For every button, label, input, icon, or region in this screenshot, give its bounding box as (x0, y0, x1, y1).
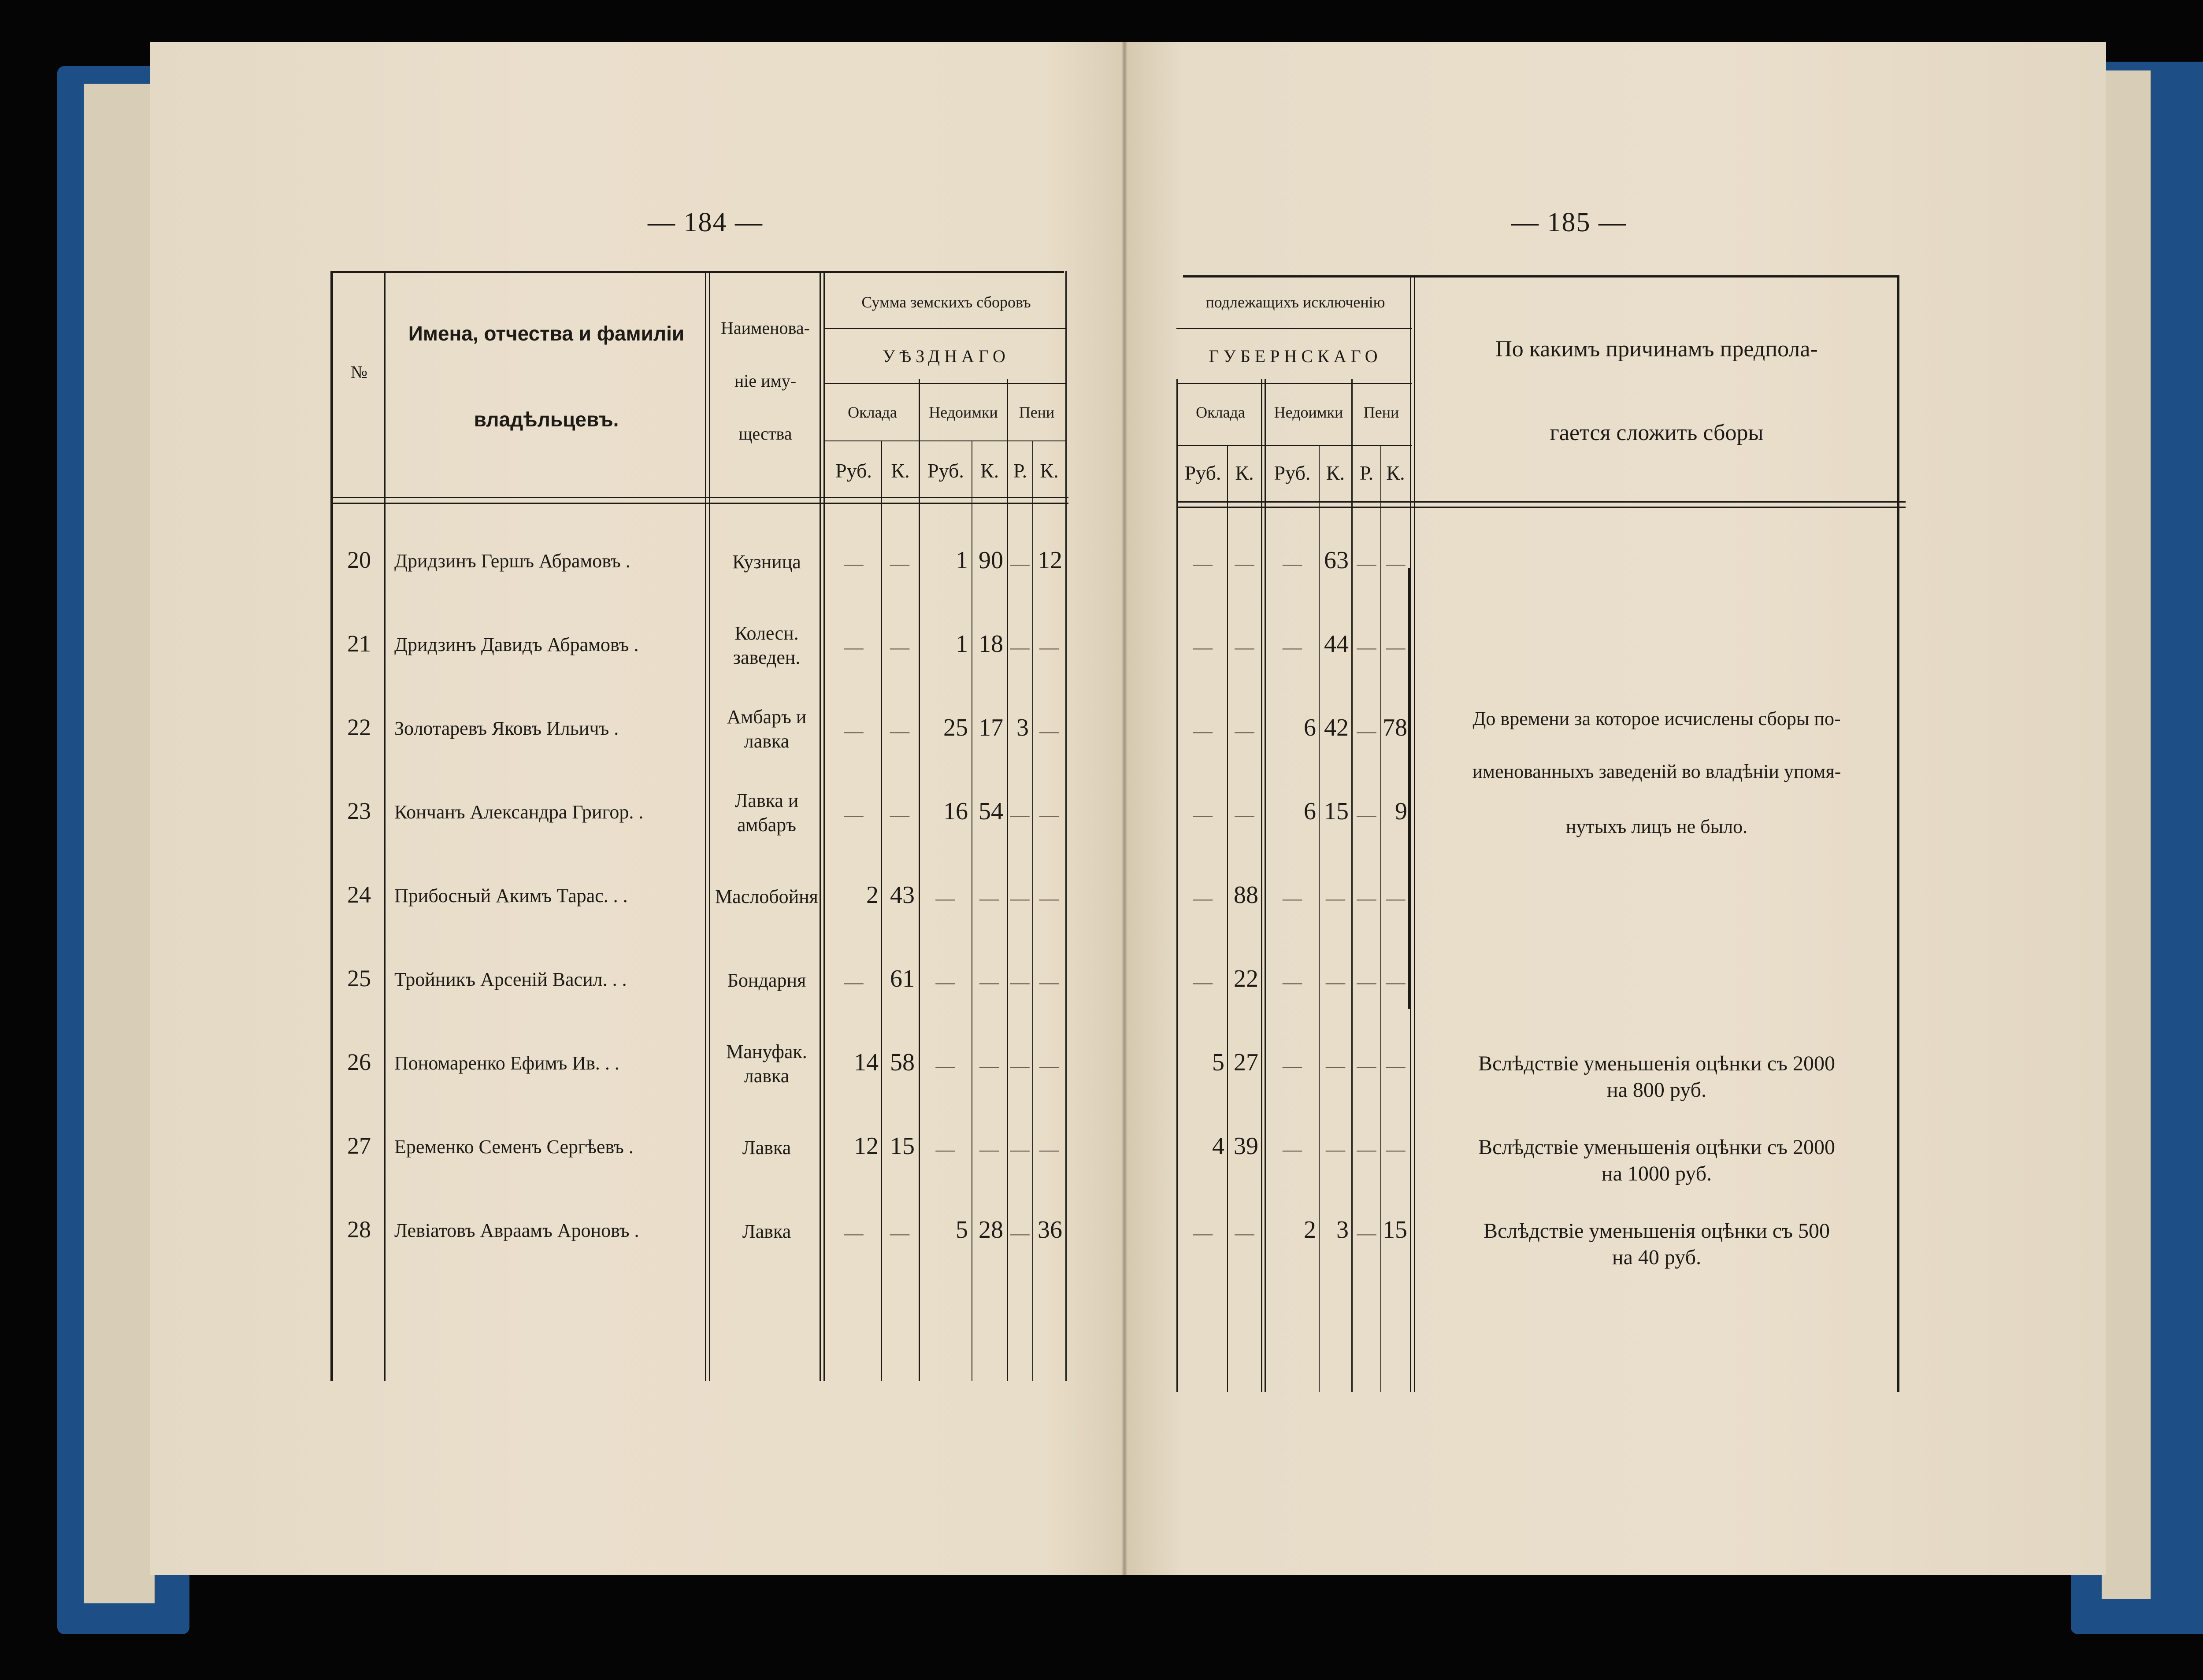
bracket-line (1408, 568, 1410, 1009)
header-gub: ГУБЕРНСКАГО (1209, 346, 1382, 366)
amount-cell-oklad-r: — (844, 1222, 864, 1244)
amount-cell-peni-k: — (1386, 1139, 1406, 1160)
amount-cell-ned-r: — (1283, 971, 1302, 993)
reason-26-line-1: Вслѣдствiе уменьшенiя оцѣнки съ 2000 (1478, 1052, 1835, 1075)
amount-cell-oklad-k: — (1235, 1222, 1254, 1244)
left-sub-rule (824, 440, 1066, 441)
owner-name: Левiатовъ Авраамъ Ароновъ . (394, 1220, 639, 1241)
header-names: Имена, отчества и фамилiи (408, 322, 685, 345)
amount-cell-oklad-k: 15 (890, 1132, 915, 1160)
amount-cell-ned-k: 63 (1324, 547, 1349, 574)
owner-name: Золотаревъ Яковъ Ильичъ . (394, 718, 619, 739)
owner-name: Тройникъ Арсенiй Васил. . . (394, 969, 627, 990)
right-col-peni-k (1380, 445, 1381, 1392)
amount-cell-peni-k: — (1039, 1055, 1059, 1077)
owner-name: Дридзинъ Давидъ Абрамовъ . (394, 634, 639, 655)
header-reason-2: гается сложить сборы (1550, 420, 1764, 445)
amount-cell-oklad-r: 14 (854, 1049, 879, 1076)
amount-cell-oklad-k: — (890, 1222, 909, 1244)
amount-cell-ned-r: — (1283, 1139, 1302, 1160)
amount-cell-ned-r: 1 (956, 547, 968, 574)
property-type: Мануфак. лавка (726, 1041, 807, 1087)
amount-cell-ned-k: — (979, 888, 999, 909)
amount-cell-oklad-r: — (844, 720, 864, 742)
amount-cell-ned-r: 16 (943, 798, 968, 825)
amount-cell-peni-k: — (1039, 636, 1059, 658)
right-table-top-rule (1183, 275, 1899, 278)
page-edges-right (2102, 70, 2151, 1599)
amount-cell-peni-k: 78 (1383, 714, 1407, 741)
amount-cell-ned-k: — (1326, 888, 1345, 909)
amount-cell-oklad-r: 4 (1212, 1132, 1224, 1160)
header-ned-kop: К. (980, 459, 999, 482)
header-oklad: Оклада (848, 403, 897, 421)
header-nedoimki-2: Недоимки (1274, 403, 1343, 421)
header-uezd: УѢЗДНАГО (883, 346, 1010, 366)
right-sub-rule (1176, 445, 1412, 446)
amount-cell-oklad-r: — (844, 553, 864, 574)
amount-cell-oklad-r: — (1193, 971, 1213, 993)
left-col-names (705, 271, 706, 1381)
header-ned-rub-2: Руб. (1274, 462, 1311, 484)
owner-name: Еременко Семенъ Сергѣевъ . (394, 1136, 634, 1158)
amount-cell-ned-r: 25 (943, 714, 968, 741)
property-type: Кузница (732, 551, 801, 573)
right-col-reason-start-2 (1414, 275, 1415, 1392)
amount-cell-oklad-k: — (890, 553, 909, 574)
page-number-184: — 184 — (648, 207, 763, 237)
row-number: 26 (347, 1049, 371, 1075)
header-reason: По какимъ причинамъ предпола- (1495, 337, 1818, 362)
amount-cell-ned-r: — (935, 1055, 955, 1077)
amount-cell-peni-r: — (1357, 1139, 1376, 1160)
left-uezd-rule (824, 383, 1066, 384)
header-ned-rub: Руб. (927, 459, 964, 482)
amount-cell-peni-r: — (1357, 804, 1376, 825)
amount-cell-oklad-k: 39 (1234, 1132, 1258, 1160)
amount-cell-oklad-r: — (1193, 636, 1213, 658)
amount-cell-oklad-r: 5 (1212, 1049, 1224, 1076)
row-number: 25 (347, 965, 371, 992)
amount-cell-peni-r: 3 (1016, 714, 1029, 741)
property-type: Колесн. заведен. (733, 622, 801, 668)
left-col-property-2 (823, 271, 825, 1381)
amount-cell-peni-k: — (1386, 971, 1406, 993)
amount-cell-peni-k: — (1039, 971, 1059, 993)
amount-cell-peni-k: 36 (1038, 1216, 1062, 1243)
property-type: Маслобойня (715, 886, 818, 907)
amount-cell-ned-r: — (1283, 888, 1302, 909)
amount-cell-ned-k: 3 (1336, 1216, 1349, 1243)
right-col-start (1176, 379, 1178, 1392)
amount-cell-peni-k: — (1386, 888, 1406, 909)
amount-cell-peni-r: — (1357, 553, 1376, 574)
header-names-2: владѣльцевъ. (474, 408, 619, 431)
right-table-header-rule-2 (1176, 507, 1906, 508)
amount-cell-peni-r: — (1357, 720, 1376, 742)
amount-cell-peni-k: 12 (1038, 547, 1062, 574)
row-number: 27 (347, 1132, 371, 1159)
amount-cell-ned-k: 15 (1324, 798, 1349, 825)
amount-cell-oklad-r: 2 (866, 881, 879, 909)
amount-cell-ned-k: — (979, 1055, 999, 1077)
owner-name: Кончанъ Александра Григор. . (394, 801, 644, 823)
amount-cell-ned-r: — (1283, 1055, 1302, 1077)
header-oklad-2: Оклада (1196, 403, 1245, 421)
right-col-reason-start (1410, 275, 1411, 1392)
amount-cell-peni-r: — (1357, 971, 1376, 993)
amount-cell-peni-r: — (1357, 888, 1376, 909)
header-oklad-kop-2: К. (1235, 462, 1254, 484)
row-number: 22 (347, 714, 371, 740)
header-oklad-rub: Руб. (835, 459, 872, 482)
reason-27-line-2: на 1000 руб. (1601, 1162, 1712, 1185)
amount-cell-peni-r: — (1357, 636, 1376, 658)
amount-cell-ned-k: — (1326, 971, 1345, 993)
amount-cell-peni-r: — (1357, 1222, 1376, 1244)
amount-cell-oklad-r: — (1193, 1222, 1213, 1244)
amount-cell-peni-k: — (1386, 553, 1406, 574)
amount-cell-oklad-r: — (844, 636, 864, 658)
left-border (330, 271, 333, 1381)
owner-name: Дридзинъ Гершъ Абрамовъ . (394, 550, 630, 572)
reason-group-line-2: именованныхъ заведенiй во владѣнiи упомя- (1472, 761, 1841, 782)
header-property-3: щества (738, 424, 792, 444)
amount-cell-ned-k: — (979, 1139, 999, 1160)
right-col-oklad-end (1261, 379, 1262, 1392)
reason-28-line-1: Вслѣдствiе уменьшенiя оцѣнки съ 500 (1484, 1219, 1830, 1243)
header-peni-kop-2: К. (1386, 462, 1405, 484)
property-type: Лавка (742, 1221, 791, 1242)
amount-cell-ned-r: — (935, 971, 955, 993)
row-number: 21 (347, 630, 371, 657)
amount-cell-peni-r: — (1010, 971, 1030, 993)
amount-cell-ned-r: — (1283, 553, 1302, 574)
header-ned-kop-2: К. (1326, 462, 1345, 484)
amount-cell-peni-k: 15 (1383, 1216, 1407, 1243)
header-property-2: нiе иму- (734, 371, 797, 391)
amount-cell-peni-k: — (1039, 804, 1059, 825)
amount-cell-ned-k: 28 (979, 1216, 1003, 1243)
amount-cell-peni-r: — (1010, 553, 1030, 574)
header-peni-r: Р. (1013, 459, 1027, 482)
amount-cell-oklad-r: 12 (854, 1132, 879, 1160)
amount-cell-oklad-r: — (1193, 553, 1213, 574)
amount-cell-ned-k: — (979, 971, 999, 993)
right-gub-rule-2 (1176, 383, 1412, 384)
right-table-header-rule (1176, 501, 1906, 503)
amount-cell-oklad-k: 58 (890, 1049, 915, 1076)
amount-cell-peni-r: — (1010, 804, 1030, 825)
reason-28-line-2: на 40 руб. (1612, 1246, 1702, 1269)
header-peni-kop: К. (1040, 459, 1059, 482)
amount-cell-ned-r: 1 (956, 630, 968, 658)
amount-cell-peni-r: — (1010, 1055, 1030, 1077)
amount-cell-ned-r: 6 (1304, 714, 1316, 741)
property-type: Амбаръ и лавка (727, 706, 807, 752)
header-number-sign: № (350, 362, 368, 382)
amount-cell-oklad-r: — (844, 804, 864, 825)
amount-cell-peni-k: — (1386, 636, 1406, 658)
book-gutter (1121, 42, 1127, 1575)
amount-cell-oklad-k: — (1235, 553, 1254, 574)
left-col-no (384, 271, 386, 1381)
left-table-top-rule (333, 271, 1064, 273)
amount-cell-oklad-k: — (890, 804, 909, 825)
reason-group-line-3: нутыхъ лицъ не было. (1565, 816, 1748, 837)
right-col-ned-k (1319, 445, 1320, 1392)
amount-cell-peni-k: — (1039, 888, 1059, 909)
amount-cell-oklad-k: — (1235, 720, 1254, 742)
amount-cell-oklad-k: — (1235, 804, 1254, 825)
left-sum-title-rule (824, 328, 1066, 329)
amount-cell-ned-k: 54 (979, 798, 1003, 825)
amount-cell-peni-r: — (1010, 636, 1030, 658)
amount-cell-ned-k: 18 (979, 630, 1003, 658)
reason-27-line-1: Вслѣдствiе уменьшенiя оцѣнки съ 2000 (1478, 1136, 1835, 1159)
amount-cell-ned-k: 42 (1324, 714, 1349, 741)
amount-cell-peni-r: — (1010, 1139, 1030, 1160)
left-table-header-rule (333, 497, 1068, 498)
owner-name: Пономаренко Ефимъ Ив. . . (394, 1052, 619, 1074)
header-peni: Пени (1019, 403, 1055, 421)
amount-cell-oklad-k: — (1235, 636, 1254, 658)
amount-cell-oklad-k: 88 (1234, 881, 1258, 909)
header-nedoimki: Недоимки (929, 403, 998, 421)
amount-cell-oklad-r: — (1193, 804, 1213, 825)
amount-cell-oklad-k: 43 (890, 881, 915, 909)
amount-cell-ned-r: 2 (1304, 1216, 1316, 1243)
right-gub-rule (1176, 328, 1412, 329)
amount-cell-oklad-k: 61 (890, 965, 915, 992)
amount-cell-ned-r: — (935, 888, 955, 909)
left-table-header-rule-2 (333, 503, 1068, 504)
page-number-185: — 185 — (1511, 207, 1627, 237)
amount-cell-ned-r: — (935, 1139, 955, 1160)
reason-group-line-1: До времени за которое исчислены сборы по- (1472, 708, 1841, 729)
header-peni-r-2: Р. (1359, 462, 1374, 484)
amount-cell-ned-k: 44 (1324, 630, 1349, 658)
header-peni-2: Пени (1363, 403, 1399, 421)
page-edges-left (84, 84, 155, 1603)
amount-cell-peni-r: — (1357, 1055, 1376, 1077)
reason-26-line-2: на 800 руб. (1606, 1078, 1707, 1102)
amount-cell-ned-k: 17 (979, 714, 1003, 741)
right-col-oklad-k (1227, 445, 1228, 1392)
header-oklad-kop: К. (891, 459, 910, 482)
amount-cell-oklad-r: — (1193, 888, 1213, 909)
amount-cell-oklad-k: — (890, 636, 909, 658)
property-type: Бондарня (727, 970, 806, 991)
header-property-1: Наименова- (721, 318, 810, 338)
property-type: Лавка (742, 1137, 791, 1158)
header-sum-title-2: подлежащихъ исключенiю (1205, 293, 1385, 311)
amount-cell-ned-r: 5 (956, 1216, 968, 1243)
amount-cell-ned-r: — (1283, 636, 1302, 658)
amount-cell-oklad-k: 27 (1234, 1049, 1258, 1076)
amount-cell-peni-r: — (1010, 1222, 1030, 1244)
amount-cell-peni-r: — (1010, 888, 1030, 909)
property-type: Лавка и амбаръ (734, 790, 799, 836)
header-oklad-rub-2: Руб. (1184, 462, 1221, 484)
amount-cell-oklad-k: — (890, 720, 909, 742)
amount-cell-peni-k: — (1039, 1139, 1059, 1160)
amount-cell-oklad-r: — (844, 971, 864, 993)
left-col-right-end (1065, 271, 1067, 1381)
amount-cell-ned-r: 6 (1304, 798, 1316, 825)
amount-cell-ned-k: — (1326, 1139, 1345, 1160)
row-number: 24 (347, 881, 371, 908)
amount-cell-peni-k: — (1039, 720, 1059, 742)
amount-cell-oklad-r: — (1193, 720, 1213, 742)
amount-cell-peni-k: — (1386, 1055, 1406, 1077)
header-sum-title: Сумма земскихъ сборовъ (861, 293, 1031, 311)
row-number: 20 (347, 547, 371, 573)
amount-cell-oklad-k: 22 (1234, 965, 1258, 992)
right-border (1897, 275, 1899, 1392)
row-number: 23 (347, 798, 371, 824)
amount-cell-peni-k: 9 (1395, 798, 1407, 825)
row-number: 28 (347, 1216, 371, 1243)
owner-name: Прибосный Акимъ Тарас. . . (394, 885, 628, 907)
amount-cell-ned-k: — (1326, 1055, 1345, 1077)
amount-cell-ned-k: 90 (979, 547, 1003, 574)
